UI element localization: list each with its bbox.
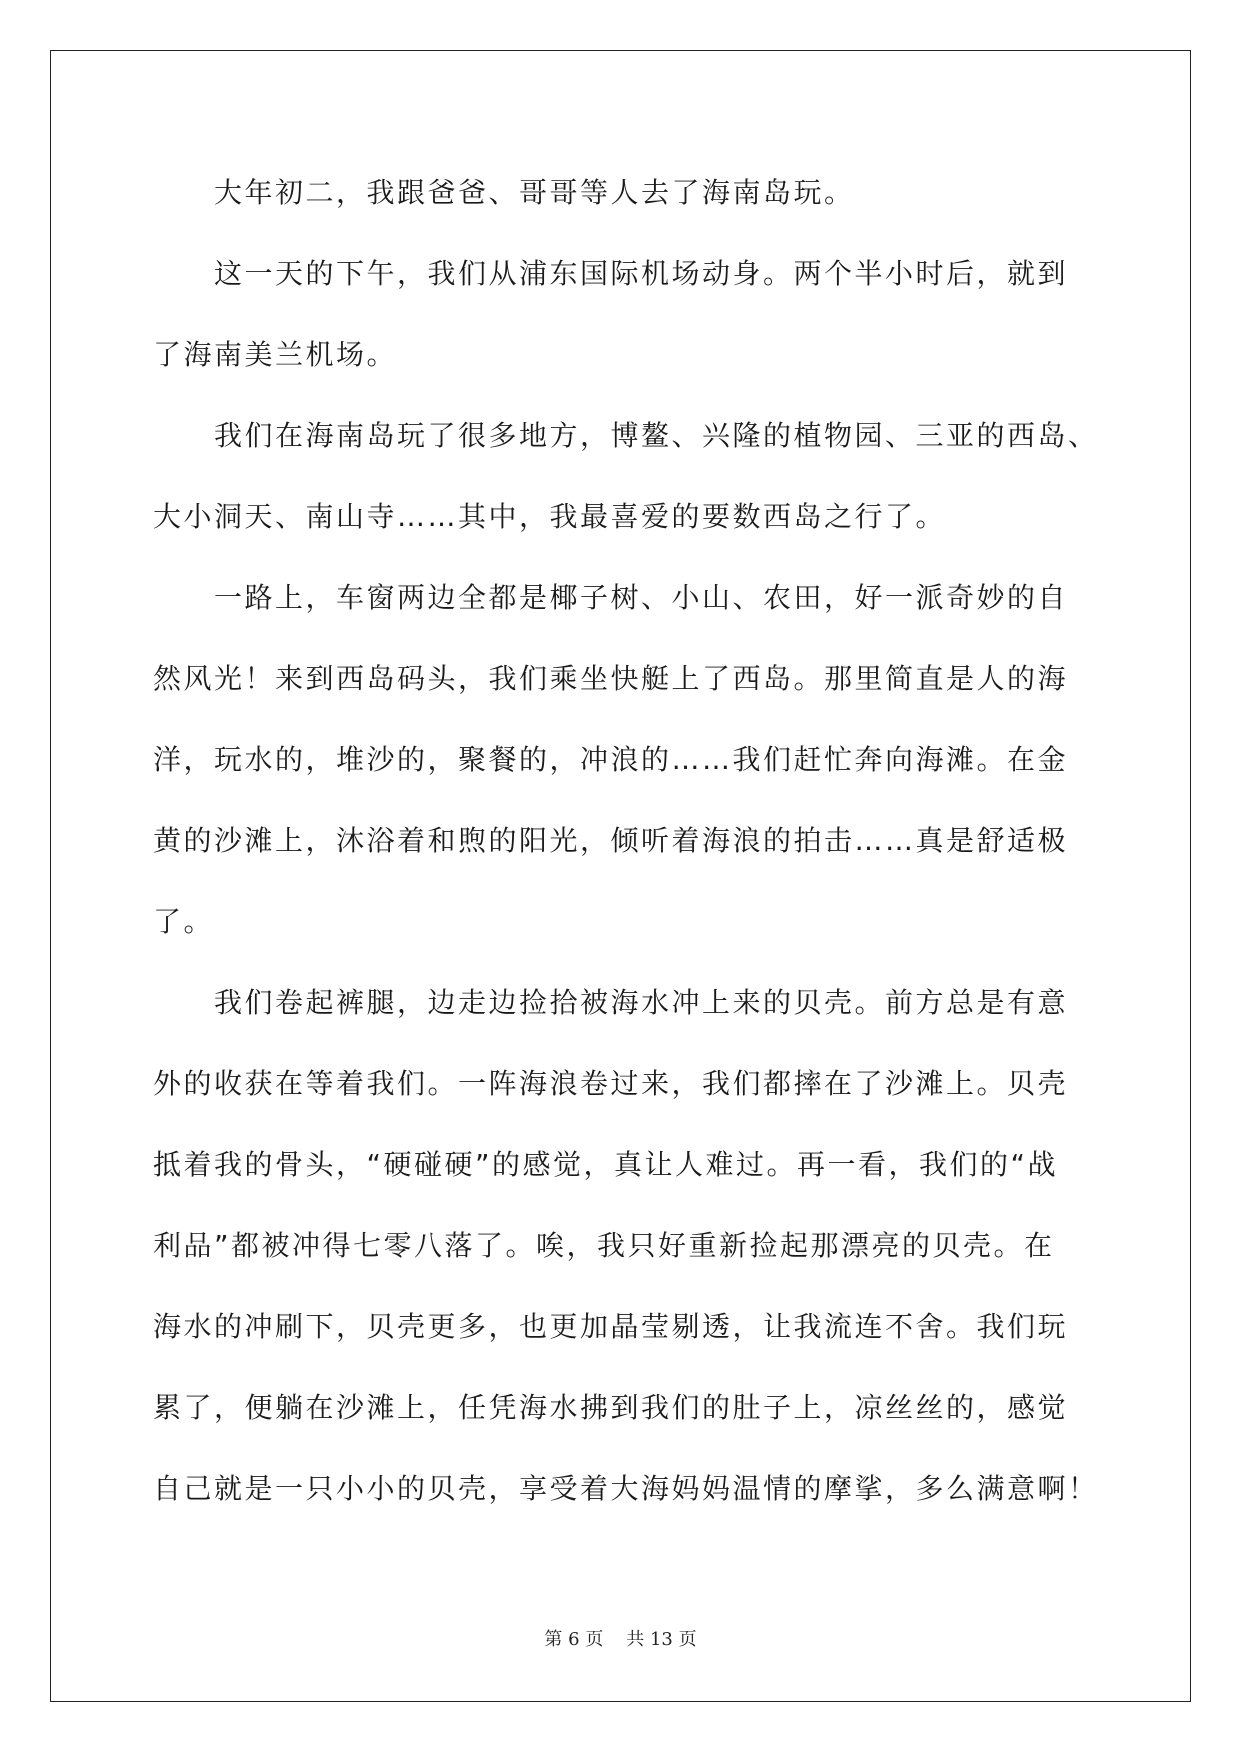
paragraph-3: [153, 395, 1099, 557]
text-line: 我们卷起裤腿，边走边捡拾被海水冲上来的贝壳。前方总是有意: [153, 986, 1069, 1019]
text-line: 了海南美兰机场。: [153, 338, 398, 371]
text-line: 了。: [153, 905, 215, 938]
text-line: 大小洞天、南山寺……其中，我最喜爱的要数西岛之行了。: [153, 500, 947, 533]
page-number: 第 6 页: [544, 1629, 604, 1650]
paragraph-4: [153, 557, 1089, 962]
page-footer: [0, 1625, 1241, 1651]
text-line: 一路上，车窗两边全都是椰子树、小山、农田，好一派奇妙的自: [153, 581, 1069, 614]
text-line: 利品”都被冲得七零八落了。唉，我只好重新捡起那漂亮的贝壳。在: [153, 1229, 1055, 1262]
text-line: 外的收获在等着我们。一阵海浪卷过来，我们都摔在了沙滩上。贝壳: [153, 1067, 1069, 1100]
text-line: 自己就是一只小小的贝壳，享受着大海妈妈温情的摩挲，多么满意啊！: [153, 1472, 1099, 1505]
page-total: 共 13 页: [626, 1629, 697, 1650]
text-line: 海水的冲刷下，贝壳更多，也更加晶莹剔透，让我流连不舍。我们玩: [153, 1310, 1069, 1343]
paragraph-5: [153, 962, 1099, 1529]
text-line: 我们在海南岛玩了很多地方，博鳌、兴隆的植物园、三亚的西岛、: [153, 419, 1099, 452]
text-line: 这一天的下午，我们从浦东国际机场动身。两个半小时后，就到: [153, 257, 1069, 290]
text-line: 黄的沙滩上，沐浴着和煦的阳光，倾听着海浪的拍击……真是舒适极: [153, 824, 1069, 857]
text-line: 大年初二，我跟爸爸、哥哥等人去了海南岛玩。: [153, 176, 855, 209]
paragraph-2: [153, 233, 1089, 395]
text-line: 洋，玩水的，堆沙的，聚餐的，冲浪的……我们赶忙奔向海滩。在金: [153, 743, 1069, 776]
document-body: [153, 152, 1099, 1529]
text-line: 抵着我的骨头，“硬碰硬”的感觉，真让人难过。再一看，我们的“战: [153, 1148, 1059, 1181]
text-line: 累了，便躺在沙滩上，任凭海水拂到我们的肚子上，凉丝丝的，感觉: [153, 1391, 1069, 1424]
paragraph-1: [153, 152, 1089, 233]
text-line: 然风光！来到西岛码头，我们乘坐快艇上了西岛。那里简直是人的海: [153, 662, 1069, 695]
